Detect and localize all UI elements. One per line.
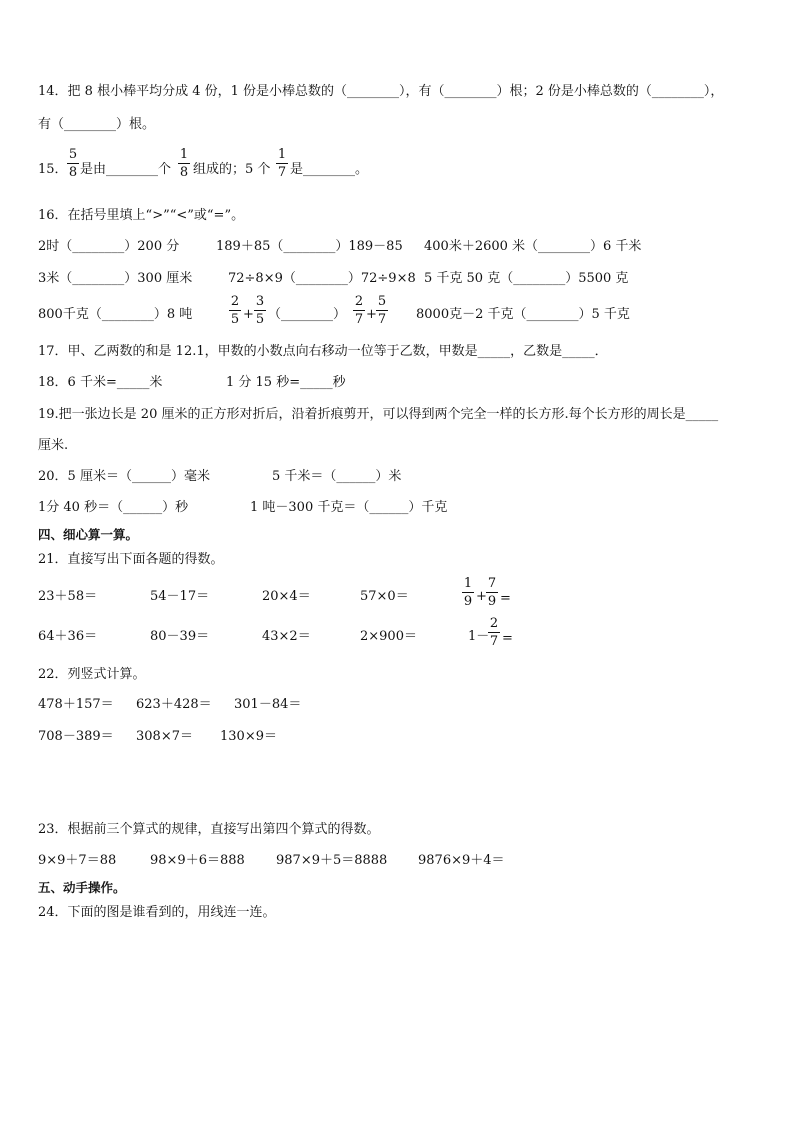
section-4-heading: 四、细心算一算。	[38, 527, 139, 542]
denominator: 7	[354, 312, 364, 327]
denominator: 9	[463, 594, 473, 609]
numerator: 5	[377, 294, 387, 309]
q15-prefix: 15．	[38, 162, 68, 177]
q22-r2-3: 130×9＝	[220, 729, 277, 744]
q20-b: 5 千米＝（______）米	[272, 469, 402, 484]
q19-line2: 厘米.	[38, 438, 69, 453]
q23-item-4: 9876×9＋4＝	[418, 853, 505, 868]
q16-row2-a: 3米（________）300 厘米	[38, 271, 193, 286]
q22-r2-1: 708－389＝	[38, 729, 114, 744]
plus-sign: +	[366, 307, 377, 322]
q15-tail: 是________。	[290, 162, 369, 177]
q16-row3-c: 8000克－2 千克（________）5 千克	[416, 307, 630, 322]
q23-item-1: 9×9＋7＝88	[38, 853, 117, 868]
q18-a: 18．6 千米=_____米	[38, 375, 163, 390]
denominator: 8	[68, 165, 78, 180]
numerator: 5	[68, 147, 78, 162]
q16-row2-c: 5 千克 50 克（________）5500 克	[424, 271, 629, 286]
q16-row1-c: 400米＋2600 米（________）6 千米	[424, 239, 642, 254]
q16-row3-fraction-4	[376, 295, 388, 326]
q14-line2: 有（________）根。	[38, 117, 156, 132]
q22-r1-1: 478＋157＝	[38, 697, 114, 712]
q20-a: 20．5 厘米＝（______）毫米	[38, 469, 210, 484]
denominator: 9	[487, 594, 497, 609]
denominator: 5	[255, 312, 265, 327]
q16-row3-blank: （________）	[268, 307, 347, 322]
q18-b: 1 分 15 秒=_____秒	[226, 375, 346, 390]
q16-title: 16．在括号里填上“>”“<”或“=”。	[38, 208, 245, 223]
equals-sign: =	[500, 591, 511, 606]
q23-item-2: 98×9＋6＝888	[150, 853, 245, 868]
q21-r1-fraction-2	[486, 577, 498, 608]
q21-r2-one-minus: 1－	[468, 629, 490, 644]
q21-r2-4: 2×900＝	[360, 629, 417, 644]
q21-r1-2: 54－17＝	[150, 589, 210, 604]
numerator: 1	[179, 147, 189, 162]
numerator: 1	[463, 576, 473, 591]
q16-row1-a: 2时（________）200 分	[38, 239, 180, 254]
q16-row3-fraction-3	[353, 295, 365, 326]
equals-sign: =	[502, 631, 513, 646]
numerator: 3	[255, 294, 265, 309]
denominator: 7	[277, 165, 287, 180]
q21-r1-fraction-1	[462, 577, 474, 608]
q15-fraction-1	[67, 148, 79, 179]
q14-line1: 14．把 8 根小棒平均分成 4 份，1 份是小棒总数的（________），有（________）根；2 份是小棒总数的（________），	[38, 84, 724, 99]
q21-r2-1: 64＋36＝	[38, 629, 98, 644]
denominator: 5	[230, 312, 240, 327]
q21-r2-2: 80－39＝	[150, 629, 210, 644]
denominator: 7	[489, 634, 499, 649]
q21-title: 21．直接写出下面各题的得数。	[38, 552, 224, 567]
q21-r1-3: 20×4＝	[262, 589, 311, 604]
q20-c: 1分 40 秒＝（______）秒	[38, 500, 189, 515]
q24-text: 24．下面的图是谁看到的，用线连一连。	[38, 905, 276, 920]
q15-mid2: 组成的；5 个	[193, 162, 271, 177]
q23-title: 23．根据前三个算式的规律，直接写出第四个算式的得数。	[38, 822, 380, 837]
section-5-heading: 五、动手操作。	[38, 880, 126, 895]
q22-r1-2: 623＋428＝	[136, 697, 212, 712]
q16-row2-b: 72÷8×9（________）72÷9×8	[228, 271, 416, 286]
q21-r2-fraction	[488, 617, 500, 648]
q15-fraction-3	[276, 148, 288, 179]
q16-row3-a: 800千克（________）8 吨	[38, 307, 193, 322]
q19-line1: 19.把一张边长是 20 厘米的正方形对折后，沿着折痕剪开，可以得到两个完全一样的长方形.每个长方形的周长是_____	[38, 407, 719, 422]
q16-row1-b: 189＋85（________）189－85	[216, 239, 403, 254]
q22-title: 22．列竖式计算。	[38, 667, 146, 682]
numerator: 2	[354, 294, 364, 309]
numerator: 7	[487, 576, 497, 591]
numerator: 2	[489, 616, 499, 631]
denominator: 7	[377, 312, 387, 327]
q21-r1-4: 57×0＝	[360, 589, 409, 604]
q15-fraction-2	[178, 148, 190, 179]
q15-mid1: 是由________个	[80, 162, 172, 177]
plus-sign: +	[243, 307, 254, 322]
q17-text: 17．甲、乙两数的和是 12.1，甲数的小数点向右移动一位等于乙数，甲数是_____，乙数是_____．	[38, 344, 608, 359]
q23-item-3: 987×9＋5＝8888	[276, 853, 388, 868]
q16-row3-fraction-1	[229, 295, 241, 326]
numerator: 2	[230, 294, 240, 309]
q22-r1-3: 301－84＝	[234, 697, 302, 712]
q20-d: 1 吨－300 千克＝（______）千克	[250, 500, 448, 515]
numerator: 1	[277, 147, 287, 162]
q21-r2-3: 43×2＝	[262, 629, 311, 644]
q21-r1-1: 23＋58＝	[38, 589, 98, 604]
q22-r2-2: 308×7＝	[136, 729, 193, 744]
q16-row3-fraction-2	[254, 295, 266, 326]
denominator: 8	[179, 165, 189, 180]
plus-sign: +	[476, 589, 487, 604]
